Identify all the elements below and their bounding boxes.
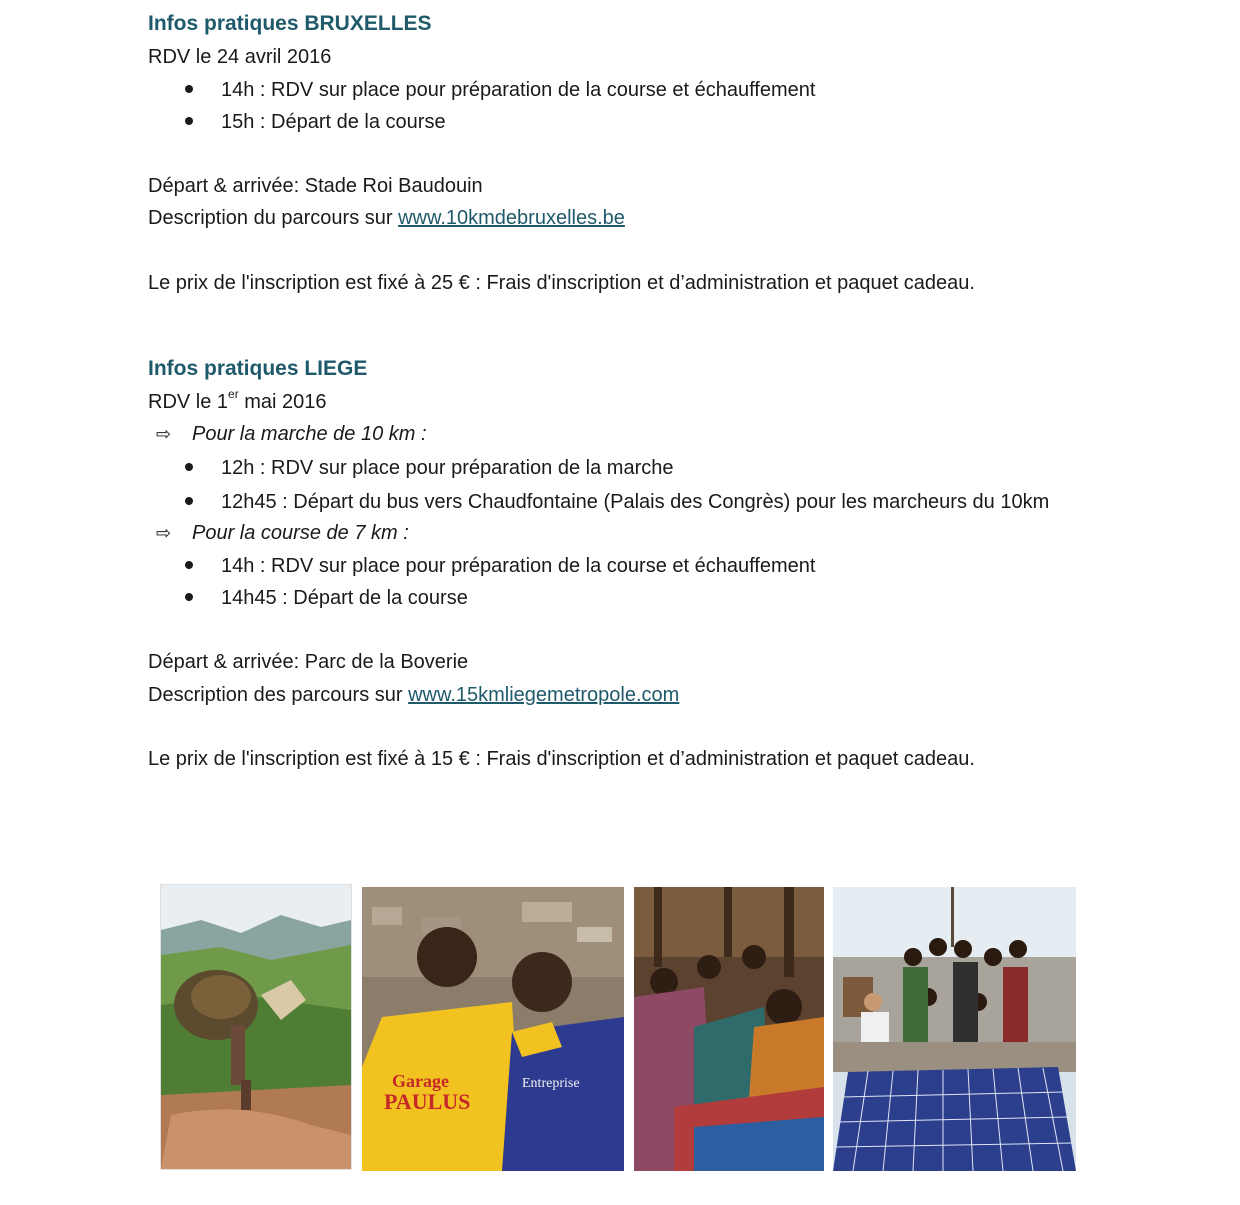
list-item: 12h : RDV sur place pour préparation de la marche xyxy=(185,455,673,481)
bullet-icon xyxy=(185,497,193,505)
list-item: 15h : Départ de la course xyxy=(185,109,446,135)
svg-text:Garage: Garage xyxy=(392,1071,449,1091)
bruxelles-heading: Infos pratiques BRUXELLES xyxy=(148,12,432,35)
bruxelles-location: Départ & arrivée: Stade Roi Baudouin xyxy=(148,175,483,197)
bullet-icon xyxy=(185,85,193,93)
list-item: 12h45 : Départ du bus vers Chaudfontaine (Palais des Congrès) pour les marcheurs du 10km xyxy=(185,489,1049,515)
women-group-photo xyxy=(634,887,824,1171)
arrow-right-icon: ⇨ xyxy=(156,424,172,444)
svg-text:Entreprise: Entreprise xyxy=(522,1076,580,1091)
liege-price: Le prix de l'inscription est fixé à 15 € : Frais d'inscription et d’administration et paquet cadeau. xyxy=(148,748,975,770)
bruxelles-route-link[interactable]: www.10kmdebruxelles.be xyxy=(398,207,625,229)
bruxelles-route: Description du parcours sur www.10kmdebruxelles.be xyxy=(148,207,625,229)
arrow-right-icon: ⇨ xyxy=(156,523,172,543)
bullet-icon xyxy=(185,561,193,569)
svg-text:PAULUS: PAULUS xyxy=(384,1089,471,1114)
bruxelles-price: Le prix de l'inscription est fixé à 25 € : Frais d'inscription et d’administration et paquet cadeau. xyxy=(148,272,975,294)
list-item: 14h45 : Départ de la course xyxy=(185,585,468,611)
liege-heading: Infos pratiques LIEGE xyxy=(148,357,368,380)
list-item: 14h : RDV sur place pour préparation de la course et échauffement xyxy=(185,553,815,579)
liege-date: RDV le 1er mai 2016 xyxy=(148,387,327,413)
bullet-icon xyxy=(185,593,193,601)
landscape-photo xyxy=(160,884,352,1170)
run-section-label: ⇨ Pour la course de 7 km : xyxy=(156,522,409,544)
walk-section-label: ⇨ Pour la marche de 10 km : xyxy=(156,423,427,445)
liege-route: Description des parcours sur www.15kmliegemetropole.com xyxy=(148,684,680,706)
bruxelles-date: RDV le 24 avril 2016 xyxy=(148,46,332,68)
bullet-icon xyxy=(185,463,193,471)
bullet-icon xyxy=(185,117,193,125)
children-photo-illustration xyxy=(362,887,624,1171)
landscape-photo-illustration xyxy=(161,885,351,1169)
women-group-photo-illustration xyxy=(634,887,824,1171)
list-item: 14h : RDV sur place pour préparation de la course et échauffement xyxy=(185,77,815,103)
children-photo xyxy=(362,887,624,1171)
liege-route-link[interactable]: www.15kmliegemetropole.com xyxy=(408,684,680,706)
liege-location: Départ & arrivée: Parc de la Boverie xyxy=(148,651,469,673)
solar-panel-photo xyxy=(833,887,1076,1171)
solar-panel-photo-illustration xyxy=(833,887,1076,1171)
